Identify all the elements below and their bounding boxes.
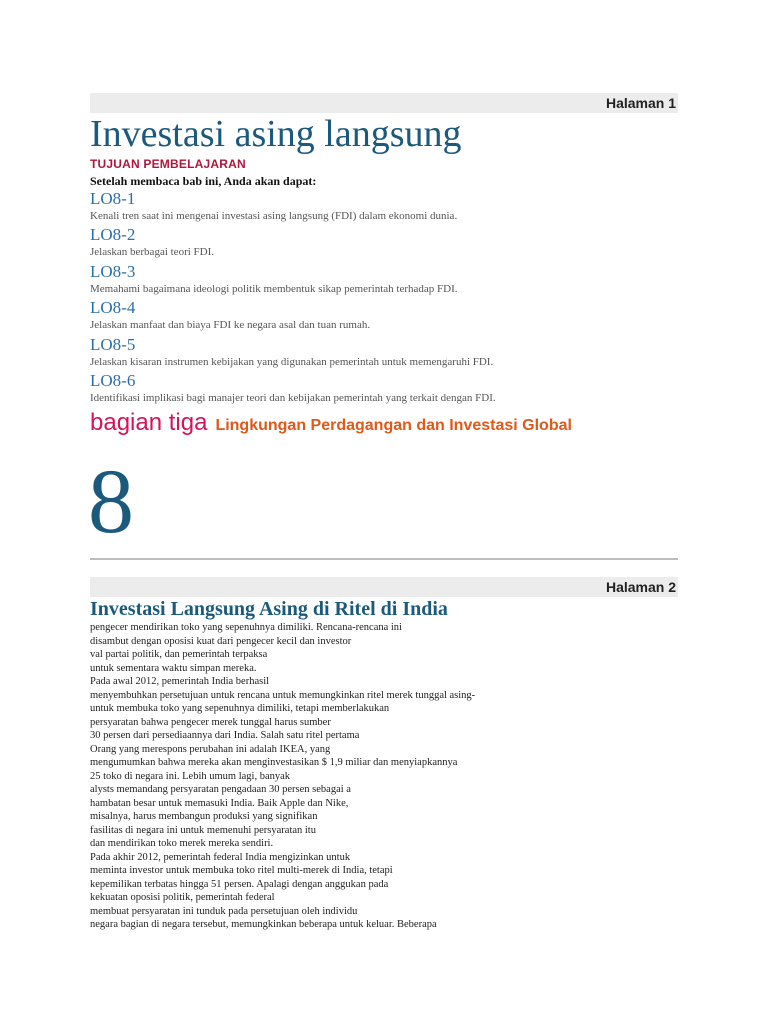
section-title: Investasi Langsung Asing di Ritel di India <box>90 598 448 620</box>
objective-text: Jelaskan kisaran instrumen kebijakan yang digunakan pemerintah untuk memengaruhi FDI. <box>90 355 494 368</box>
body-text-line: meminta investor untuk membuka toko ritel multi-merek di India, tetapi <box>90 865 393 876</box>
body-text-line: menyembuhkan persetujuan untuk rencana untuk memungkinkan ritel merek tunggal asing- <box>90 689 476 701</box>
body-text-line: untuk sementara waktu simpan mereka. <box>90 662 257 674</box>
objective-text: Jelaskan manfaat dan biaya FDI ke negara asal dan tuan rumah. <box>90 319 371 332</box>
objective-code: LO8-6 <box>90 370 136 390</box>
body-text-line: 25 toko di negara ini. Lebih umum lagi, banyak <box>90 770 291 782</box>
part-heading <box>90 409 572 437</box>
objective-text: Jelaskan berbagai teori FDI. <box>90 246 215 259</box>
learning-objective-item <box>90 370 690 406</box>
body-text-line: val partai politik, dan pemerintah terpaksa <box>90 649 268 660</box>
learning-objectives-list <box>90 188 690 406</box>
body-text-line: misalnya, harus membangun produksi yang signifikan <box>90 811 318 822</box>
body-text-line: persyaratan bahwa pengecer merek tunggal harus sumber <box>90 716 331 728</box>
body-text-line: Pada awal 2012, pemerintah India berhasil <box>90 676 270 687</box>
body-text-line: disambut dengan oposisi kuat dari pengecer kecil dan investor <box>90 635 352 647</box>
chapter-title: Investasi asing langsung <box>90 113 462 155</box>
objective-text: Memahami bagaimana ideologi politik membentuk sikap pemerintah terhadap FDI. <box>90 282 458 295</box>
body-text-line: alysts memandang persyaratan pengadaan 30 persen sebagai a <box>90 784 351 795</box>
body-text <box>90 621 690 932</box>
objective-code: LO8-2 <box>90 225 136 245</box>
learning-objective-item <box>90 334 690 370</box>
body-text-line: negara bagian di negara tersebut, memungkinkan beberapa untuk keluar. Beberapa <box>90 919 437 930</box>
learning-objective-item <box>90 297 690 333</box>
objective-text: Identifikasi implikasi bagi manajer teori dan kebijakan pemerintah yang terkait dengan FDI. <box>90 391 496 404</box>
body-text-line: kekuatan oposisi politik, pemerintah federal <box>90 892 275 903</box>
body-text-line: kepemilikan terbatas hingga 51 persen. Apalagi dengan anggukan pada <box>90 878 389 890</box>
learning-objective-item <box>90 188 690 224</box>
body-text-line: pengecer mendirikan toko yang sepenuhnya dimiliki. Rencana-rencana ini <box>90 622 402 633</box>
page-1-header: Halaman 1 <box>90 93 678 113</box>
page-divider <box>90 558 678 560</box>
body-text-line: fasilitas di negara ini untuk memenuhi persyaratan itu <box>90 824 316 836</box>
objective-code: LO8-3 <box>90 261 136 281</box>
body-text-line: Orang yang merespons perubahan ini adalah IKEA, yang <box>90 743 331 755</box>
learning-objective-item <box>90 224 690 260</box>
body-text-line: hambatan besar untuk memasuki India. Baik Apple dan Nike, <box>90 797 349 809</box>
body-text-line: mengumumkan bahwa mereka akan menginvestasikan $ 1,9 miliar dan menyiapkannya <box>90 757 458 768</box>
chapter-number: 8 <box>88 450 134 552</box>
body-text-line: Pada akhir 2012, pemerintah federal India mengizinkan untuk <box>90 851 351 863</box>
body-text-line: membuat persyaratan ini tunduk pada persetujuan oleh individu <box>90 905 358 917</box>
objective-code: LO8-5 <box>90 334 136 354</box>
objective-text: Kenali tren saat ini mengenai investasi asing langsung (FDI) dalam ekonomi dunia. <box>90 210 458 222</box>
body-text-line: dan mendirikan toko merek mereka sendiri. <box>90 838 274 849</box>
learning-objectives-heading: TUJUAN PEMBELAJARAN <box>90 157 246 171</box>
body-text-line: 30 persen dari persediaannya dari India. Salah satu ritel pertama <box>90 730 360 741</box>
objective-code: LO8-4 <box>90 298 136 318</box>
part-label: bagian tiga <box>90 409 208 436</box>
learning-objectives-intro: Setelah membaca bab ini, Anda akan dapat: <box>90 174 317 188</box>
objective-code: LO8-1 <box>90 189 136 208</box>
page-2-header: Halaman 2 <box>90 577 678 597</box>
part-title: Lingkungan Perdagangan dan Investasi Global <box>215 417 572 434</box>
learning-objective-item <box>90 261 690 297</box>
body-text-line: untuk membuka toko yang sepenuhnya dimiliki, tetapi memberlakukan <box>90 703 390 714</box>
